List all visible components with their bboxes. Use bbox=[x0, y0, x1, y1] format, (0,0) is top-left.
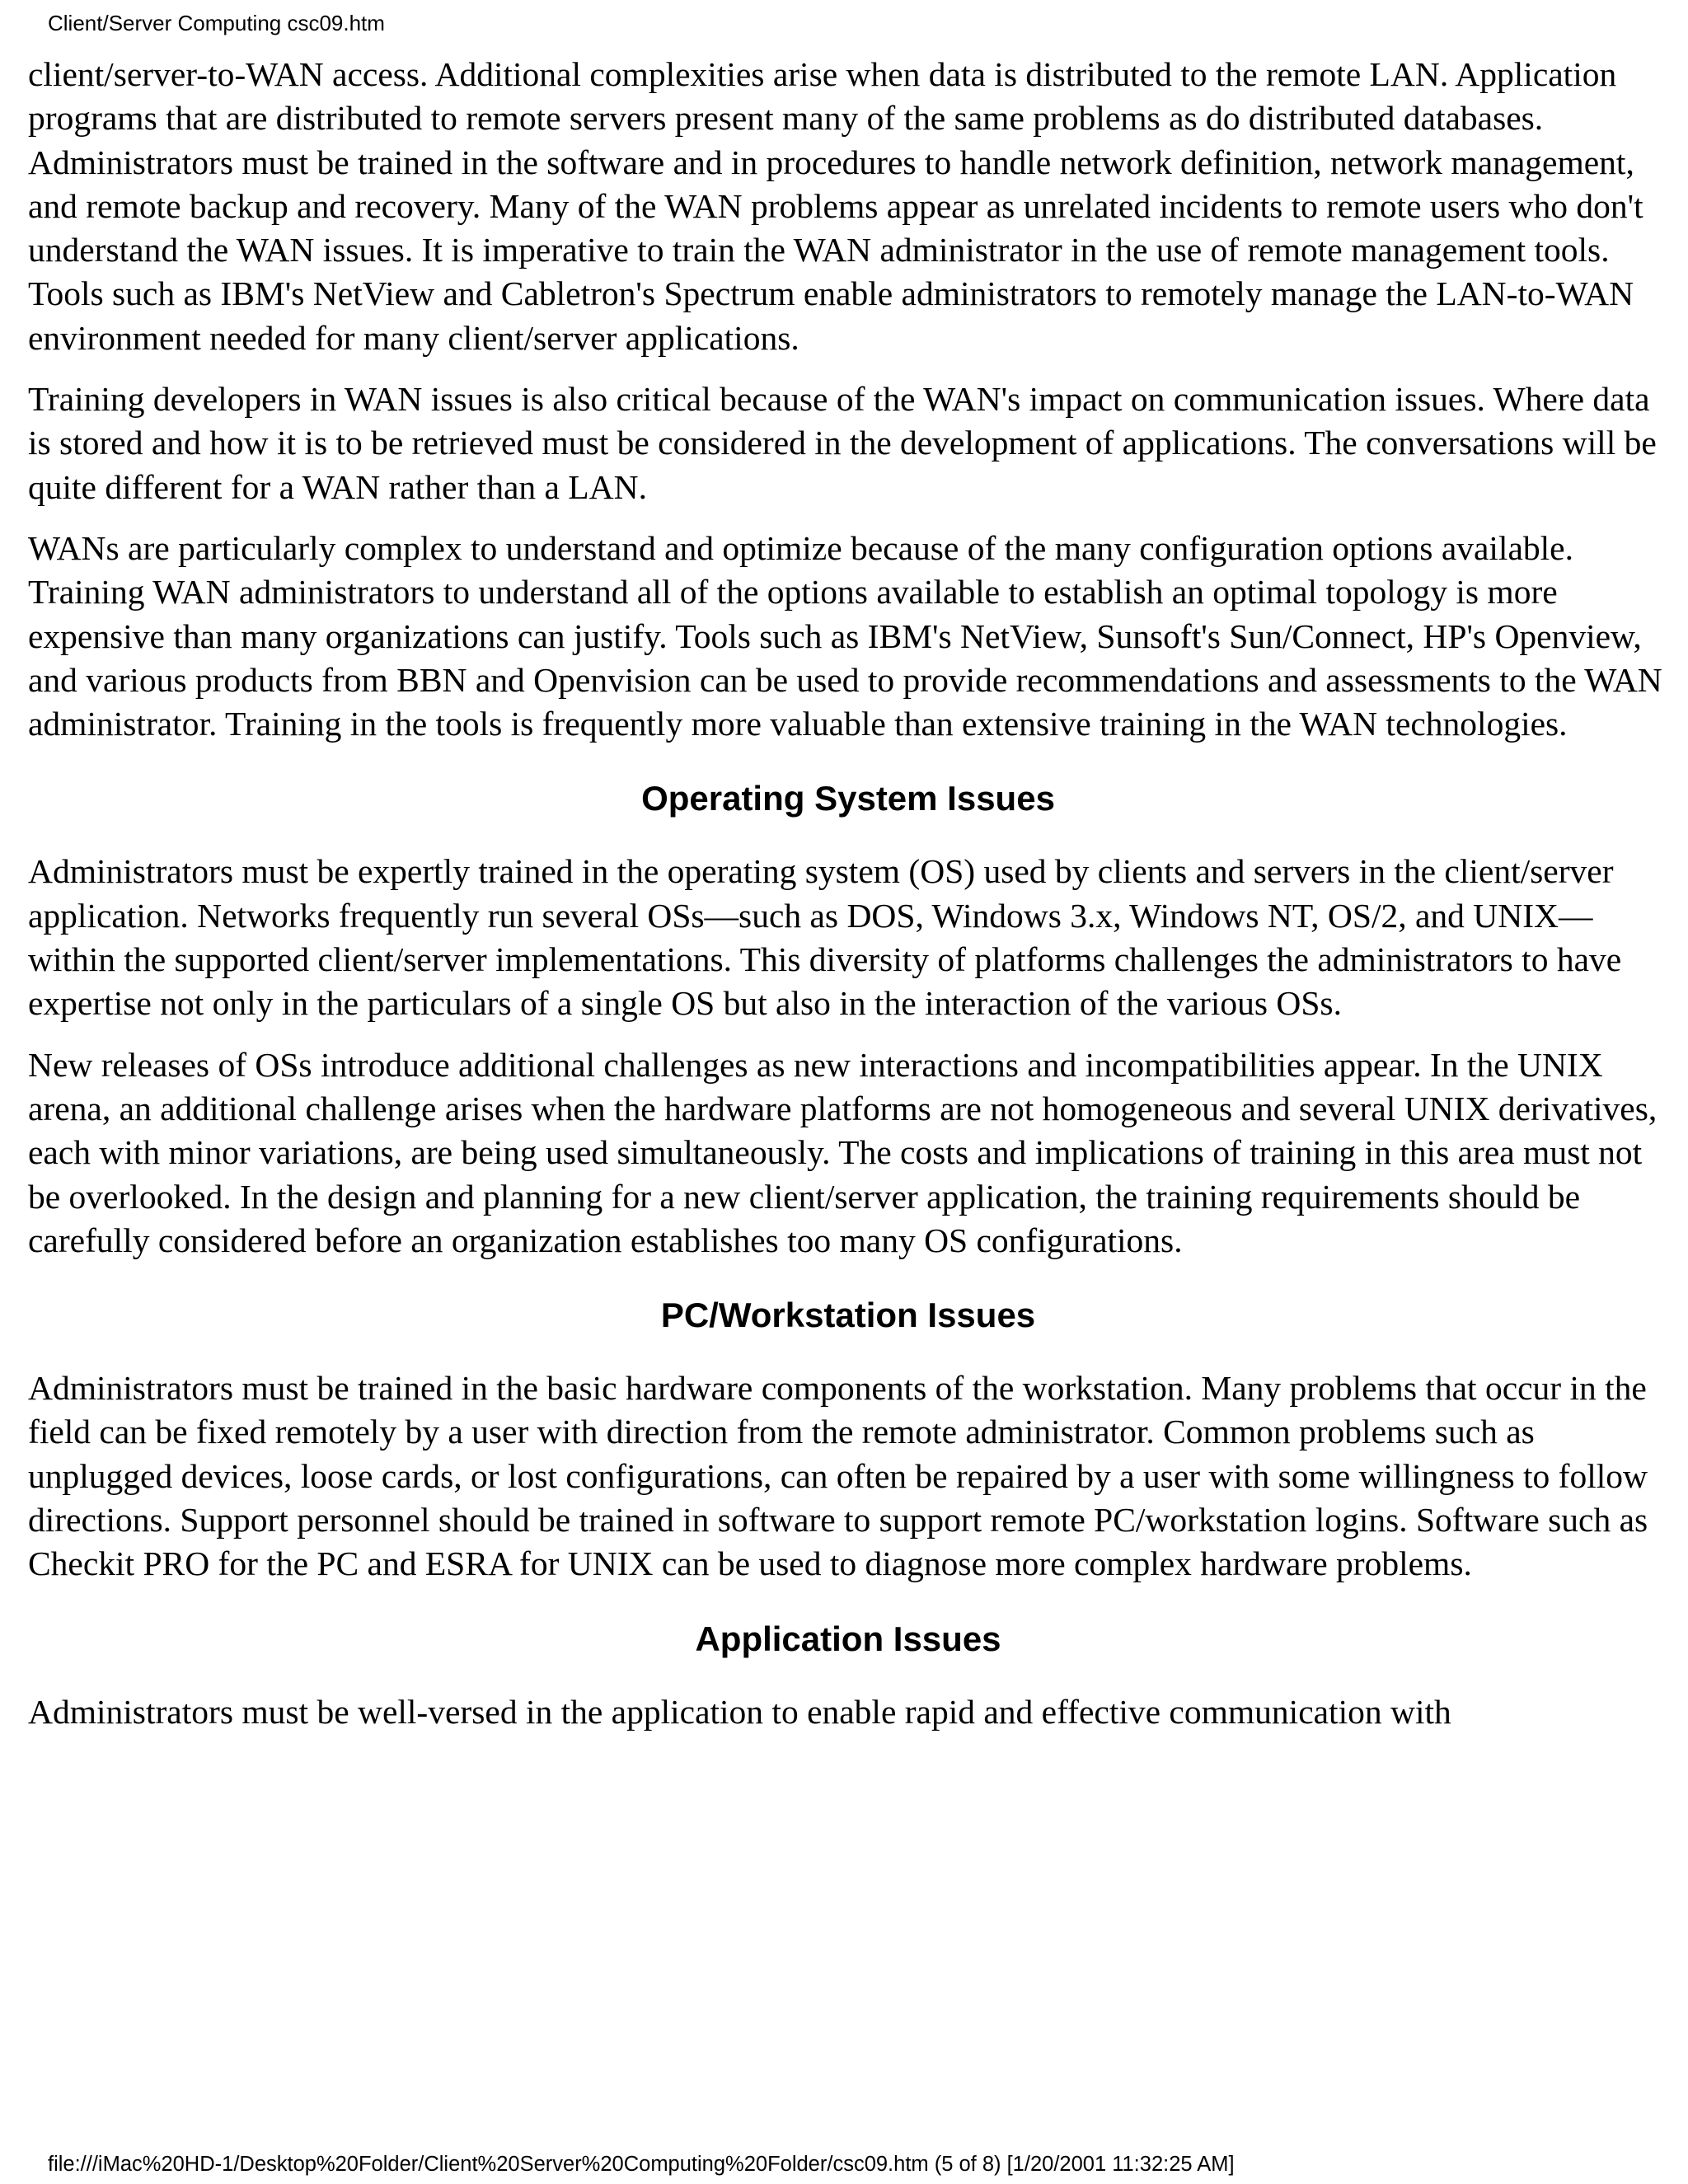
paragraph-wan-developers: Training developers in WAN issues is also critical because of the WAN's impact on communication issues. Where data is stored and how it is to be retrieved must be considered in the development of applications. The conversations will be quite different for a WAN rather than a LAN. bbox=[28, 380, 1657, 506]
document-body bbox=[28, 53, 1668, 1734]
paragraph-wan-complexity: WANs are particularly complex to understand and optimize because of the many configuration options available. Training WAN administrators to understand all of the options available to establish an optimal topology is more expensive than many organizations can justify. Tools such as IBM's NetView, Sunsoft's Sun/Connect, HP's Openview, and various products from BBN and Openvision can be used to provide recommendations and assessments to the WAN administrator. Training in the tools is frequently more valuable than extensive training in the WAN technologies. bbox=[28, 528, 1662, 743]
page-header-title: Client/Server Computing csc09.htm bbox=[48, 11, 385, 35]
paragraph-wan-access: client/server-to-WAN access. Additional complexities arise when data is distributed to the remote LAN. Application programs that are distributed to remote servers present many of the same problems as do distributed databases. Administrators must be trained in the software and in procedures to handle network definition, network management, and remote backup and recovery. Many of the WAN problems appear as unrelated incidents to remote users who don't understand the WAN issues. It is imperative to train the WAN administrator in the use of remote management tools. Tools such as IBM's NetView and Cabletron's Spectrum enable administrators to remotely manage the LAN-to-WAN environment needed for many client/server applications. bbox=[28, 55, 1643, 357]
paragraph-os-releases: New releases of OSs introduce additional challenges as new interactions and incompatibilities appear. In the UNIX arena, an additional challenge arises when the hardware platforms are not homogeneous and several UNIX derivatives, each with minor variations, are being used simultaneously. The costs and implications of training in this area must not be overlooked. In the design and planning for a new client/server application, the training requirements should be carefully considered before an organization establishes too many OS configurations. bbox=[28, 1045, 1658, 1259]
paragraph-os-training: Administrators must be expertly trained in the operating system (OS) used by clients and servers in the client/server application. Networks frequently run several OSs—such as DOS, Windows 3.x, Windows NT, OS/2, and UNIX—within the supported client/server implementations. This diversity of platforms challenges the administrators to have expertise not only in the particulars of a single OS but also in the interaction of the various OSs. bbox=[28, 852, 1622, 1023]
page-footer-path: file:///iMac%20HD-1/Desktop%20Folder/Client%20Server%20Computing%20Folder/csc09.htm (5 of 8) [1/20/2001 11:32:25 AM] bbox=[48, 2153, 1235, 2176]
heading-pc-workstation-issues: PC/Workstation Issues bbox=[660, 1296, 1036, 1335]
paragraph-workstation-hardware: Administrators must be trained in the basic hardware components of the workstation. Many problems that occur in the field can be fixed remotely by a user with direction from the remote administrator. Common problems such as unplugged devices, loose cards, or lost configurations, can often be repaired by a user with some willingness to follow directions. Support personnel should be trained in software to support remote PC/workstation logins. Software such as Checkit PRO for the PC and ESRA for UNIX can be used to diagnose more complex hardware problems. bbox=[28, 1369, 1648, 1583]
heading-operating-system-issues: Operating System Issues bbox=[641, 779, 1055, 818]
heading-application-issues: Application Issues bbox=[695, 1619, 1001, 1658]
paragraph-application-administrators: Administrators must be well-versed in the application to enable rapid and effective communication with bbox=[28, 1692, 1451, 1731]
